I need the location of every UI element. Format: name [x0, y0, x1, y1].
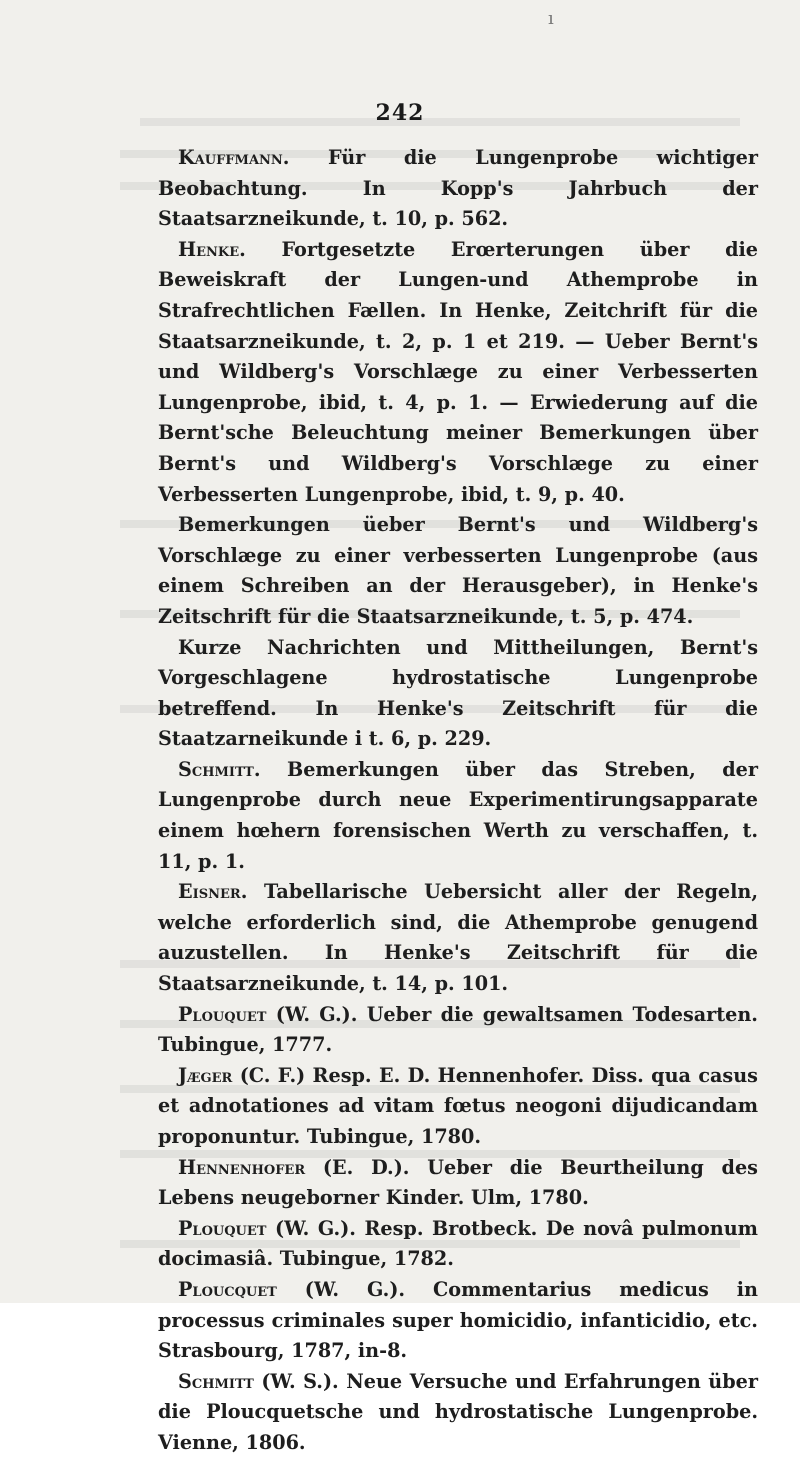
entry-author: Schmitt. [178, 757, 261, 781]
bibliography-entry [158, 1061, 758, 1153]
entry-author: Plouquet [178, 1002, 267, 1026]
bibliography-entry [158, 510, 758, 632]
entry-text: (W. G.). Resp. Brotbeck. De novâ pulmonum docimasiâ. Tubingue, 1782. [158, 1216, 758, 1271]
bibliography-entry [158, 1367, 758, 1459]
page-mark: ı [548, 8, 554, 29]
bibliography-entry [158, 143, 758, 235]
entry-text: Fortgesetzte Erœrterungen über die Beweiskraft der Lungen-und Athemprobe in Strafrechtlichen Fællen. In Henke, Zeitchrift für die Staatsarzneikunde, t. 2, p. 1 et 219. — Ueber Bernt's und Wildberg's Vorschlæge zu einer Verbesserten Lungenprobe, ibid, t. 4, p. 1. — Erwiederung auf die Bernt'sche Beleuchtung meiner Bemerkungen über Bernt's und Wildberg's Vorschlæge zu einer Verbesserten Lungenprobe, ibid, t. 9, p. 40. [158, 237, 758, 506]
entry-text: Bemerkungen über das Streben, der Lungenprobe durch neue Experimentirungsapparate einem hœhern forensischen Werth zu verschaffen, t. 11, p. 1. [158, 757, 758, 873]
entry-author: Schmitt [178, 1369, 254, 1393]
bibliography-entry [158, 755, 758, 877]
entry-text: (W. G.). Ueber die gewaltsamen Todesarten. Tubingue, 1777. [158, 1002, 758, 1057]
bibliography-entry [158, 1000, 758, 1061]
entry-author: Kauffmann. [178, 146, 290, 169]
bibliography-entry [158, 1214, 758, 1275]
entry-text: Für die Lungenprobe wichtiger Beobachtung. In Kopp's Jahrbuch der Staatsarzneikunde, t. 10, p. 562. [158, 146, 758, 231]
entry-author: Ploucquet [178, 1277, 277, 1301]
bibliography-entry [158, 1275, 758, 1367]
entry-author: Henke. [178, 237, 246, 261]
entry-text: (C. F.) Resp. E. D. Hennenhofer. Diss. qua casus et adnotationes ad vitam fœtus neogoni dijudicandam proponuntur. Tubingue, 1780. [158, 1063, 758, 1148]
page-number: 242 [375, 100, 425, 126]
entry-author: Hennenhofer [178, 1155, 306, 1179]
entry-text: Kurze Nachrichten und Mittheilungen, Bernt's Vorgeschlagene hydrostatische Lungenprobe betreffend. In Henke's Zeitschrift für die Staatzarneikunde i t. 6, p. 229. [158, 635, 758, 751]
entry-text: (W. S.). Neue Versuche und Erfahrungen über die Ploucquetsche und hydrostatische Lungenprobe. Vienne, 1806. [158, 1369, 758, 1454]
entry-text: (E. D.). Ueber die Beurtheilung des Lebens neugeborner Kinder. Ulm, 1780. [158, 1155, 758, 1210]
entry-author: Eisner. [178, 880, 248, 904]
bibliography-entry [158, 235, 758, 510]
bibliography-text [158, 143, 758, 1459]
entry-text: Bemerkungen üeber Bernt's und Wildberg's Vorschlæge zu einer verbesserten Lungenprobe (aus einem Schreiben an der Herausgeber), in Henke's Zeitschrift für die Staatsarzneikunde, t. 5, p. 474. [158, 513, 758, 628]
entry-author: Jæger [178, 1063, 233, 1087]
entry-author: Plouquet [178, 1216, 267, 1240]
bibliography-entry [158, 877, 758, 999]
bibliography-entry [158, 1153, 758, 1214]
entry-text: Tabellarische Uebersicht aller der Regeln, welche erforderlich sind, die Athemprobe genugend auzustellen. In Henke's Zeitschrift für die Staatsarzneikunde, t. 14, p. 101. [158, 880, 758, 996]
bibliography-entry [158, 633, 758, 755]
entry-text: (W. G.). Commentarius medicus in processus criminales super homicidio, infanticidio, etc. Strasbourg, 1787, in-8. [158, 1277, 758, 1363]
